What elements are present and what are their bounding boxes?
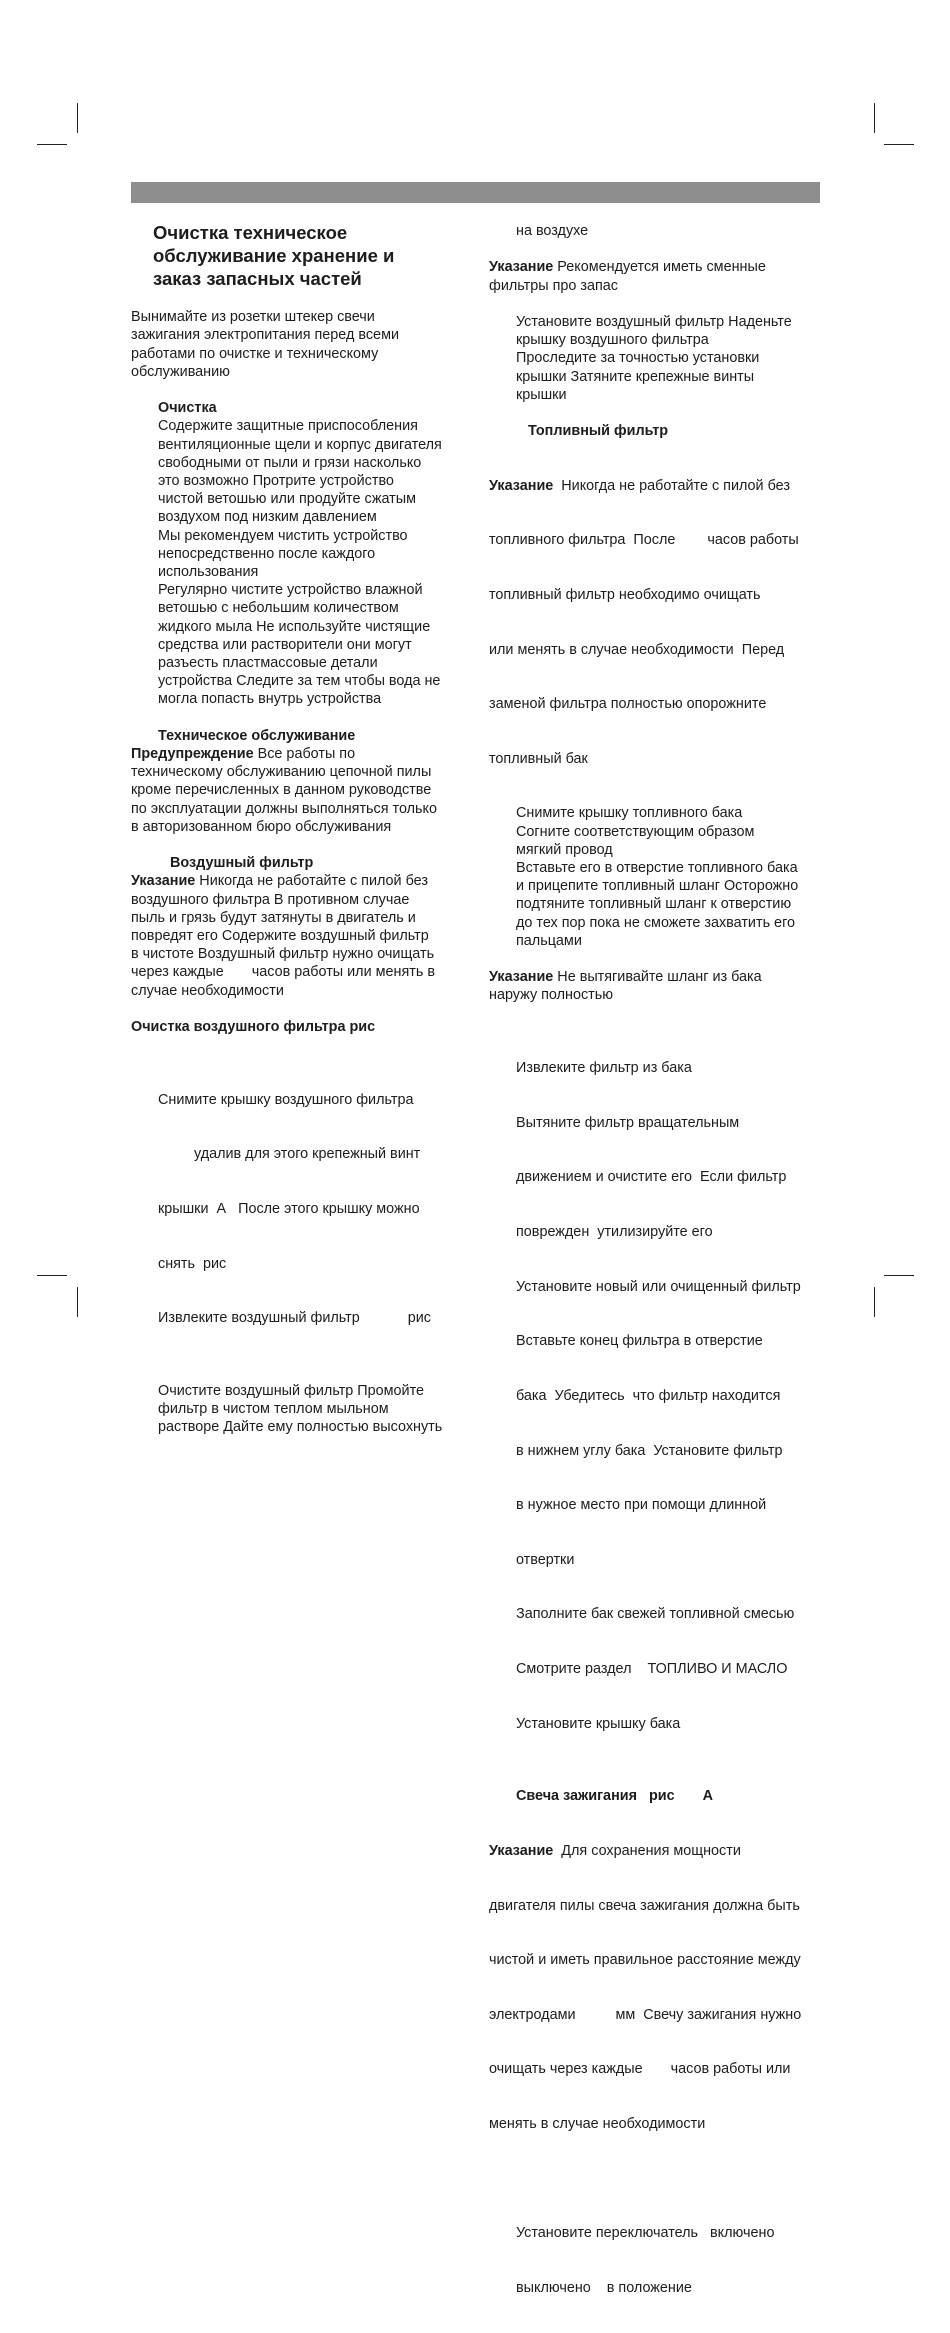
title-line: Очистка техническое	[153, 222, 348, 243]
text-line: на воздухе	[516, 223, 589, 239]
text-line: растворе Дайте ему полностью высохнуть	[158, 1419, 443, 1436]
text-line: фильтр в чистом теплом мыльном	[158, 1401, 389, 1418]
text-span: Все работы по	[253, 746, 356, 763]
text-line: обслуживанию	[131, 363, 230, 380]
text-line: мягкий провод	[516, 841, 613, 858]
air-filter-clean-steps	[131, 1382, 476, 1437]
text-line: Мы рекомендуем чистить устройство	[158, 527, 408, 544]
text-line: в нижнем углу бака Установите фильтр	[516, 1442, 783, 1459]
note-label: Указание	[489, 969, 554, 986]
text-line: средства или растворители они могут	[158, 636, 412, 653]
fuel-note	[489, 440, 834, 804]
text-line	[131, 745, 476, 763]
text-line: вентиляционные щели и корпус двигателя	[158, 436, 442, 453]
text-line	[489, 1842, 834, 1860]
text-line: Установите крышку бака	[516, 1715, 681, 1732]
text-line: заменой фильтра полностью опорожните	[489, 696, 767, 713]
warning-label: Предупреждение	[131, 746, 254, 763]
note-label: Указание	[489, 259, 554, 276]
text-line: Установите переключатель включено	[516, 2225, 775, 2242]
text-line: пыль и грязь будут затянуты в двигатель и	[131, 909, 416, 926]
text-line: движением и очистите его Если фильтр	[516, 1169, 787, 1186]
title-line: заказ запасных частей	[153, 268, 362, 289]
text-line: Очистите воздушный фильтр Промойте	[158, 1383, 425, 1400]
note-label: Указание	[131, 873, 196, 890]
text-line: через каждые часов работы или менять в	[131, 964, 435, 981]
text-line: топливный бак	[489, 750, 588, 767]
text-line	[131, 872, 476, 890]
text-line: Извлеките фильтр из бака	[516, 1060, 692, 1077]
text-line: в чистоте Воздушный фильтр нужно очищать	[131, 946, 435, 963]
text-line: могла попасть внутрь устройства	[158, 691, 382, 708]
text-line: Вытяните фильтр вращательным	[516, 1114, 740, 1131]
maintenance-section	[131, 727, 476, 836]
spark-note	[489, 1806, 834, 2170]
text-line: Вставьте конец фильтра в отверстие	[516, 1333, 763, 1350]
text-line: непосредственно после каждого	[158, 545, 376, 562]
text-line: отвертки	[516, 1551, 575, 1568]
note-label: Указание	[489, 477, 554, 494]
text-line: чистой ветошью или продуйте сжатым	[158, 491, 416, 508]
text-line: Снимите крышку топливного бака	[516, 805, 743, 822]
text-line: топливного фильтра После часов работы	[489, 532, 799, 549]
text-line: топливный фильтр необходимо очищать	[489, 587, 761, 604]
text-line: крышки А После этого крышку можно	[158, 1201, 420, 1218]
text-span: Не вытягивайте шланг из бака	[553, 969, 762, 986]
text-line: это возможно Протрите устройство	[158, 473, 394, 489]
text-line: электродами мм Свечу зажигания нужно	[489, 2006, 802, 2023]
title-line: обслуживание хранение и	[153, 245, 395, 266]
crop-mark-bottom-left-v	[77, 1287, 78, 1317]
text-line: Заполните бак свежей топливной смесью	[516, 1606, 795, 1623]
text-line: Содержите защитные приспособления	[158, 418, 418, 435]
crop-mark-top-left-v	[77, 103, 78, 133]
text-line: фильтры про запас	[489, 277, 618, 294]
text-line: удалив для этого крепежный винт	[158, 1146, 421, 1163]
text-line: Вставьте его в отверстие топливного бака	[516, 860, 798, 877]
text-line: очищать через каждые часов работы или	[489, 2061, 791, 2078]
text-span: Рекомендуется иметь сменные	[553, 259, 766, 276]
intro-paragraph	[131, 308, 476, 381]
crop-mark-bottom-right-v	[874, 1287, 875, 1317]
maintenance-heading: Техническое обслуживание	[158, 727, 356, 744]
crop-mark-bottom-right-h	[884, 1275, 914, 1276]
air-filter-section	[131, 854, 476, 1000]
text-line: воздушного фильтра В противном случае	[131, 891, 410, 908]
note-label: Указание	[489, 1842, 554, 1859]
text-line: наружу полностью	[489, 987, 614, 1004]
left-column	[131, 218, 476, 1437]
text-line: пальцами	[516, 932, 582, 949]
text-line: чистой и иметь правильное расстояние между	[489, 1952, 801, 1969]
filter-steps	[489, 1023, 834, 1769]
text-line: Регулярно чистите устройство влажной	[158, 582, 423, 599]
text-line: двигателя пилы свеча зажигания должна быть	[489, 1897, 800, 1914]
text-line: Установите воздушный фильтр Наденьте	[516, 313, 792, 330]
fuel-steps	[489, 804, 834, 950]
air-filter-steps	[131, 1054, 476, 1363]
text-line: случае необходимости	[131, 982, 284, 999]
cleaning-heading: Очистка	[158, 400, 217, 417]
text-line: Извлеките воздушный фильтр рис	[158, 1310, 431, 1327]
crop-mark-top-left-h	[37, 144, 67, 145]
text-line: поврежден утилизируйте его	[516, 1224, 713, 1241]
text-line: свободными от пыли и грязи насколько	[158, 454, 422, 471]
text-line: воздухом под низким давлением	[158, 509, 377, 526]
text-line: в нужное место при помощи длинной	[516, 1497, 767, 1514]
text-line: крышку воздушного фильтра	[516, 332, 709, 349]
switch-steps	[489, 2188, 834, 2333]
text-line	[489, 968, 834, 986]
crop-mark-top-right-h	[884, 144, 914, 145]
section-title	[153, 221, 476, 290]
crop-mark-top-right-v	[874, 103, 875, 133]
text-span: Для сохранения мощности	[553, 1842, 741, 1859]
header-bar	[131, 182, 820, 203]
text-line: ветошью с небольшим количеством	[158, 600, 399, 617]
text-line: менять в случае необходимости	[489, 2116, 706, 2133]
text-line: Согните соответствующим образом	[516, 823, 755, 840]
fuel-filter-heading: Топливный фильтр	[528, 423, 669, 440]
text-line: до тех пор пока не сможете захватить его	[516, 914, 796, 931]
right-column	[489, 222, 834, 2333]
text-span: Никогда не работайте с пилой без	[195, 873, 428, 890]
text-line: выключено в положение	[516, 2279, 692, 2296]
text-line: зажигания электропитания перед всеми	[131, 327, 399, 344]
text-line: разъесть пластмассовые детали	[158, 655, 378, 672]
text-line: использования	[158, 564, 259, 581]
text-line: Снимите крышку воздушного фильтра	[158, 1091, 414, 1108]
text-line: бака Убедитесь что фильтр находится	[516, 1387, 781, 1404]
text-line: в авторизованном бюро обслуживания	[131, 818, 392, 835]
text-line: Проследите за точностью установки	[516, 350, 760, 367]
text-line: крышки Затяните крепежные винты	[516, 368, 755, 385]
text-line: кроме перечисленных в данном руководстве	[131, 782, 432, 799]
text-line: техническому обслуживанию цепочной пилы	[131, 764, 432, 781]
text-line: и прицепите топливный шланг Осторожно	[516, 878, 799, 895]
text-line: снять рис	[158, 1255, 227, 1272]
crop-mark-bottom-left-h	[37, 1275, 67, 1276]
text-line: или менять в случае необходимости Перед	[489, 641, 785, 658]
text-span: Никогда не работайте с пилой без	[553, 477, 790, 494]
text-line: повредят его Содержите воздушный фильтр	[131, 928, 429, 945]
air-filter-heading: Воздушный фильтр	[170, 855, 314, 872]
text-line	[489, 477, 834, 495]
text-line: устройства Следите за тем чтобы вода не	[158, 673, 441, 690]
text-line: Смотрите раздел ТОПЛИВО И МАСЛО	[516, 1660, 788, 1677]
text-line: работами по очистке и техническому	[131, 345, 379, 362]
text-line	[489, 258, 834, 276]
text-line: крышки	[516, 386, 567, 403]
air-filter-cleaning-heading: Очистка воздушного фильтра рис	[131, 1019, 376, 1036]
text-line: Установите новый или очищенный фильтр	[516, 1278, 801, 1295]
text-line: подтяните топливный шланг к отверстию	[516, 896, 792, 913]
text-line: по эксплуатации должны выполняться только	[131, 800, 437, 817]
cleaning-section	[131, 399, 476, 708]
spark-plug-heading: Свеча зажигания рис А	[516, 1788, 714, 1805]
text-line: жидкого мыла Не используйте чистящие	[158, 618, 431, 635]
text-line: Вынимайте из розетки штекер свечи	[131, 309, 375, 326]
install-steps	[489, 313, 834, 404]
